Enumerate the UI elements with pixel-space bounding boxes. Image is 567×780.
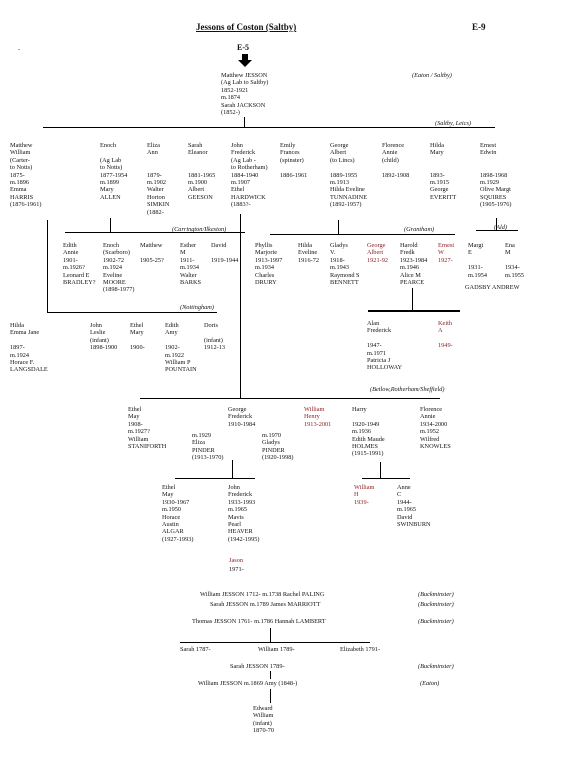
connector <box>47 220 48 312</box>
person-ernest-edwin: Ernest Edwin 1898-1968 m.1929 Olive Margt SQUIRES (1905-1976) <box>480 142 512 209</box>
down-arrow-icon <box>238 54 252 67</box>
person-florence-annie: Florence Annie (child) 1892-1908 <box>382 142 410 179</box>
person-william-h: William H 1939- <box>354 484 375 506</box>
person-george-albert: George Albert (to Lincs) 1889-1955 m.1913 Hilda Eveline TUNNADINE (1892-1957) <box>330 142 368 209</box>
spouse-eliza: m.1929 Eliza PINDER (1913-1970) <box>192 432 224 462</box>
person-elizabeth-1791: Elizabeth 1791- <box>340 646 381 653</box>
person-ethel-may-1930: Ethel May 1930-1967 m.1950 Horace Austin ALGAR (1927-1993) <box>162 484 194 543</box>
connector <box>232 460 233 478</box>
connector <box>380 462 381 478</box>
person-william-1869: William JESSON m.1869 Amy (1848-) <box>198 680 298 687</box>
person-harold: Harold Fredk 1923-1984 m.1946 Alice M PEARCE <box>400 242 428 287</box>
connector <box>270 671 271 679</box>
person-sarah-1787: Sarah 1787- <box>180 646 211 653</box>
place-eaton: (Eaton) <box>420 680 440 687</box>
person-sarah-1789: Sarah JESSON 1789- <box>230 663 285 670</box>
person-florence-1934: Florence Annie 1934-2000 m.1952 Wilfred KNOWLES <box>420 406 451 451</box>
person-george-frederick: George Frederick 1910-1984 <box>228 406 256 428</box>
connector <box>140 398 440 399</box>
person-william-henry: William Henry 1913-2001 <box>304 406 332 428</box>
person-david: David 1919-1944 <box>211 242 239 264</box>
person-edith-amy: Edith Amy 1902- m.1922 William P POUNTAIN <box>165 322 197 374</box>
person-matthew-1905: Matthew 1905-25? <box>140 242 164 264</box>
person-matthew-1852: Matthew JESSON (Ag Lab to Saltby) 1852-1921 m.1874 Sarah JACKSON (1852-) <box>221 72 269 117</box>
connector <box>412 288 413 310</box>
connector <box>110 218 111 232</box>
connector <box>47 312 217 313</box>
person-sarah-eleanor: Sarah Eleanor 1881-1965 m.1900 Albert GEESON <box>188 142 216 201</box>
place-nottingham: (Nottingham) <box>180 304 214 311</box>
page-code: E-9 <box>472 22 486 32</box>
person-thomas-1761: Thomas JESSON 1761- m.1786 Hannah LAMBERT <box>192 618 326 625</box>
person-doris: Doris (infant) 1912-13 <box>204 322 225 352</box>
connector <box>180 642 370 643</box>
person-gladys: Gladys V. 1918- m.1943 Raymond S BENNETT <box>330 242 360 287</box>
connector <box>175 478 255 479</box>
connector <box>362 478 410 479</box>
person-john-frederick-1933: John Frederick 1933-1993 m.1965 Mavis Pearl HEAVER (1942-1995) <box>228 484 260 543</box>
person-john-frederick: John Frederick (Ag Lab - to Rotherham) 1884-1940 m.1907 Ethel HARDWICK (1883?- <box>231 142 268 209</box>
person-keith: Keith A 1949- <box>438 320 453 350</box>
person-anne-c: Anne C 1944- m.1965 David SWINBURN <box>397 484 431 529</box>
person-ena: Ena M 1934- m.1955 <box>505 242 525 279</box>
place-carrington: (Carrington/Ilkeston) <box>172 226 227 233</box>
person-jason: Jason <box>229 557 243 564</box>
place-saltby-leics: (Saltby, Leics) <box>435 120 472 127</box>
person-alan: Alan Frederick 1947- m.1971 Patricia J HOLLOWAY <box>367 320 403 372</box>
person-esther: Esther M 1911- m.1934 Walter BARKS <box>180 242 201 287</box>
connector <box>244 117 245 127</box>
place-ald: (Ald) <box>494 224 507 231</box>
person-ernest-w: Ernest W 1927- <box>438 242 455 264</box>
connector <box>270 689 271 703</box>
person-sarah-marriott: Sarah JESSON m.1789 James MARRIOTT <box>210 601 321 608</box>
person-matthew-william: Matthew William (Carter- to Notts) 1875- m.1896 Emma HARRIS (1876-1961) <box>10 142 42 209</box>
person-hilda-mary: Hilda Mary 1893- m.1915 George EVERITT <box>430 142 457 201</box>
connector <box>270 628 271 642</box>
place-rotherham: (Betlow,Rotherham/Sheffield) <box>370 386 445 393</box>
spouse-names: GADSBY ANDREW <box>465 284 520 291</box>
person-harry: Harry 1920-1949 m.1936 Edith Maude HOLMES (1915-1991) <box>352 406 385 458</box>
person-edith-annie: Edith Annie 1901- m.1926? Leonard E BRADLEY? <box>63 242 96 287</box>
person-william-1712: William JESSON 1712- m.1738 Rachel PALING <box>200 591 325 598</box>
person-edward-william: Edward William (infant) 1870-70 <box>253 705 274 735</box>
connector <box>43 127 495 128</box>
place-grantham: (Grantham) <box>404 226 435 233</box>
person-william-1789: William 1789- <box>258 646 295 653</box>
margin-mark: - <box>18 46 21 53</box>
place-buckminster-1: (Buckminster) <box>418 591 454 598</box>
person-ethel-may: Ethel May 1908- m.1927? William STANIFORTH <box>128 406 167 451</box>
place-buckminster-3: (Buckminster) <box>418 618 454 625</box>
person-hilda-emma: Hilda Emma Jane 1897- m.1924 Horace F. LANGSDALE <box>10 322 48 374</box>
person-john-leslie: John Leslie (infant) 1898-1900 <box>90 322 118 352</box>
connector <box>338 220 339 234</box>
connector <box>270 234 455 235</box>
page-title: Jessons of Coston (Saltby) <box>196 22 297 32</box>
spouse-gladys: m.1970 Gladys PINDER (1920-1998) <box>262 432 294 462</box>
reference-e5: E-5 <box>237 43 249 52</box>
place-eaton-saltby: (Eaton / Saltby) <box>412 72 452 79</box>
person-eliza-ann: Eliza Ann 1879- m.1902 Walter Horton SIMKIN (1882- <box>147 142 170 216</box>
person-enoch: Enoch (Ag Lab to Notts) 1877-1954 m.1899 Mary ALLEN <box>100 142 128 201</box>
person-enoch-jr: Enoch (Scarboro) 1902-72 m.1924 Eveline MOORE (1898-1977) <box>103 242 135 294</box>
jason-dates: 1971- <box>229 566 244 573</box>
person-ethel-mary: Ethel Mary 1900- <box>130 322 145 352</box>
person-phyllis: Phyllis Marjorie 1913-1997 m.1934 Charles DRURY <box>255 242 283 287</box>
person-hilda-eveline: Hilda Eveline 1916-72 <box>298 242 319 264</box>
person-emily-frances: Emily Frances (spinster) 1886-1961 <box>280 142 308 179</box>
person-george-albert-jr: George Albert 1921-92 <box>367 242 388 264</box>
connector <box>368 310 460 312</box>
place-buckminster-4: (Buckminster) <box>418 663 454 670</box>
connector <box>240 214 241 398</box>
place-buckminster-2: (Buckminster) <box>418 601 454 608</box>
person-margt: Margt E 1931- m.1954 <box>468 242 488 279</box>
